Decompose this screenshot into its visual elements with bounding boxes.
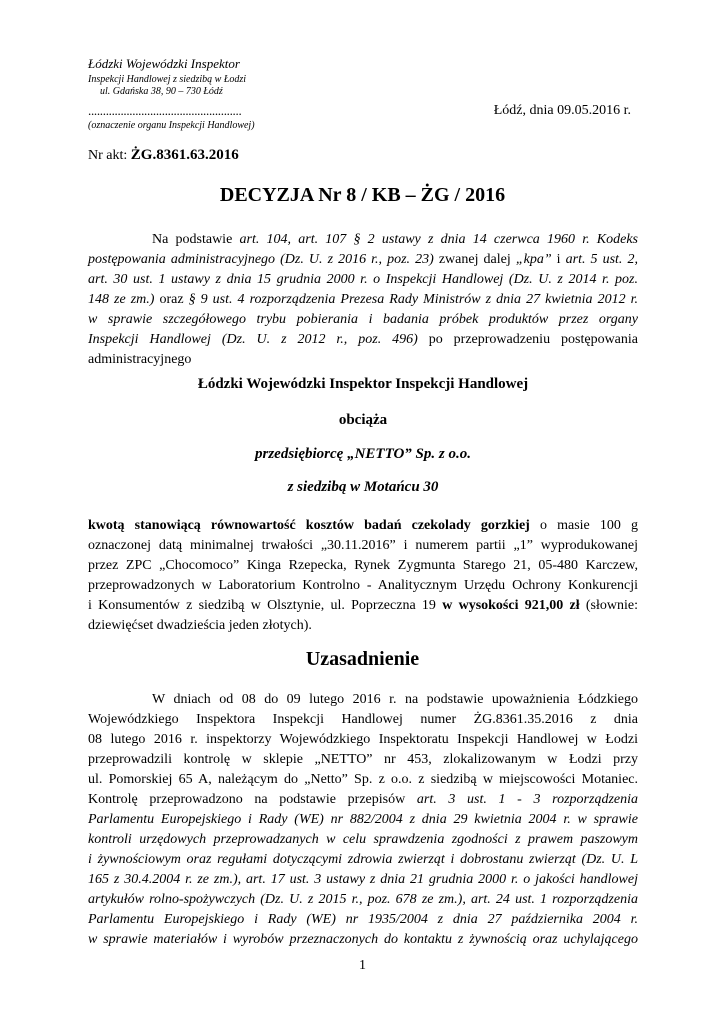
justification-line: Parlamentu Europejskiego i Rady (WE) nr 1935/2004 z dnia 27 października 2004 r.: [88, 912, 638, 927]
file-number-value: ŻG.8361.63.2016: [130, 147, 239, 163]
justification-line: ul. Pomorskiej 65 A, należącym do „Netto” Sp. z o.o. z siedzibą w miejscowości Motaniec.: [88, 772, 638, 787]
authority-name: Łódzki Wojewódzki Inspektor: [88, 56, 240, 71]
justification-line: przeprowadzili kontrolę w sklepie „NETTO” nr 453, zlokalizowanym w Łodzi przy: [88, 752, 638, 767]
justification-line: 08 lutego 2016 r. inspektorzy Wojewódzkiego Inspektoratu Inspekcji Handlowej w Łodzi: [88, 732, 638, 747]
basis-line: w sprawie szczegółowego trybu pobierania i badania próbek produktów przez organy: [88, 312, 638, 327]
basis-line: Na podstawie art. 104, art. 107 § 2 ustawy z dnia 14 czerwca 1960 r. Kodeks: [152, 232, 639, 247]
charge-line: oznaczonej datą minimalnej trwałości „30.11.2016” i numerem partii „1” wyprodukowanej: [88, 538, 638, 553]
authority-address: ul. Gdańska 38, 90 – 730 Łódź: [100, 86, 223, 97]
justification-line: i żywnościowym oraz regułami dotyczącymi zdrowia zwierząt i dobrostanu zwierząt (Dz. U. L: [88, 852, 638, 867]
basis-line: Inspekcji Handlowej (Dz. U. z 2012 r., poz. 496) po przeprowadzeniu postępowania: [88, 332, 638, 347]
entrepreneur-name: przedsiębiorcę „NETTO” Sp. z o.o.: [255, 446, 471, 462]
justification-line: Parlamentu Europejskiego i Rady (WE) nr 882/2004 z dnia 29 kwietnia 2004 r. w sprawie: [88, 812, 638, 827]
charge-line: przeprowadzonych w Laboratorium Kontrolno - Analitycznym Urzędu Ochrony Konkurencji: [88, 578, 638, 593]
justification-heading: Uzasadnienie: [305, 648, 420, 670]
page-number: 1: [359, 958, 366, 973]
charge-paragraph: [88, 516, 638, 636]
charge-line: dziewięćset dwadzieścia jeden złotych).: [88, 618, 312, 633]
justification-line: Kontrolę przeprowadzono na podstawie przepisów art. 3 ust. 1 - 3 rozporządzenia: [88, 792, 638, 807]
basis-line: administracyjnego: [88, 352, 192, 367]
decision-title: DECYZJA Nr 8 / KB – ŻG / 2016: [219, 184, 506, 206]
legal-basis-paragraph: [88, 230, 638, 370]
entrepreneur-seat: z siedzibą w Motańcu 30: [287, 479, 439, 495]
document-date: Łódź, dnia 09.05.2016 r.: [493, 103, 631, 118]
justification-line: W dniach od 08 do 09 lutego 2016 r. na podstawie upoważnienia Łódzkiego: [152, 692, 638, 707]
justification-line: w sprawie materiałów i wyrobów przeznaczonych do kontaktu z żywnością oraz uchylającego: [88, 932, 638, 947]
justification-line: 165 z 30.4.2004 r. ze zm.), art. 17 ust. 3 ustawy z dnia 21 grudnia 2000 r. o jakości handlowej: [88, 872, 638, 887]
justification-line: Wojewódzkiego Inspektora Inspekcji Handlowej numer ŻG.8361.35.2016 z dnia: [88, 712, 638, 727]
charge-line: kwotą stanowiącą równowartość kosztów badań czekolady gorzkiej o masie 100 g: [88, 518, 638, 533]
file-number: [88, 147, 239, 164]
charges-heading: obciąża: [338, 412, 388, 428]
signature-dots: ....................................................: [88, 103, 242, 118]
justification-line: artykułów rolno-spożywczych (Dz. U. z 2015 r., poz. 678 ze zm.), art. 24 ust. 1 rozporządzenia: [88, 892, 638, 907]
justification-paragraph: [88, 690, 638, 950]
authority-subtitle: Inspekcji Handlowej z siedzibą w Łodzi: [88, 74, 247, 85]
justification-line: kontroli urzędowych przeprowadzanych w celu sprawdzenia zgodności z prawem paszowym: [88, 832, 638, 847]
charge-line: i Konsumentów z siedzibą w Olsztynie, ul. Poprzeczna 19 w wysokości 921,00 zł (słownie:: [88, 598, 638, 613]
basis-line: 148 ze zm.) oraz § 9 ust. 4 rozporządzenia Prezesa Rady Ministrów z dnia 27 kwietnia 2012 r.: [88, 292, 638, 307]
basis-line: art. 30 ust. 1 ustawy z dnia 15 grudnia 2000 r. o Inspekcji Handlowej (Dz. U. z 2014 r. poz.: [88, 272, 638, 287]
authority-note: (oznaczenie organu Inspekcji Handlowej): [88, 120, 255, 131]
charge-line: przez ZPC „Chocomoco” Kinga Rzepecka, Rynek Zygmunta Starego 21, 05-480 Karczew,: [88, 558, 638, 573]
inspector-heading: Łódzki Wojewódzki Inspektor Inspekcji Handlowej: [197, 376, 529, 392]
basis-line: postępowania administracyjnego (Dz. U. z 2016 r., poz. 23) zwanej dalej „kpa” i art. 5 ust. 2,: [88, 252, 638, 267]
file-number-label: Nr akt:: [88, 148, 128, 163]
